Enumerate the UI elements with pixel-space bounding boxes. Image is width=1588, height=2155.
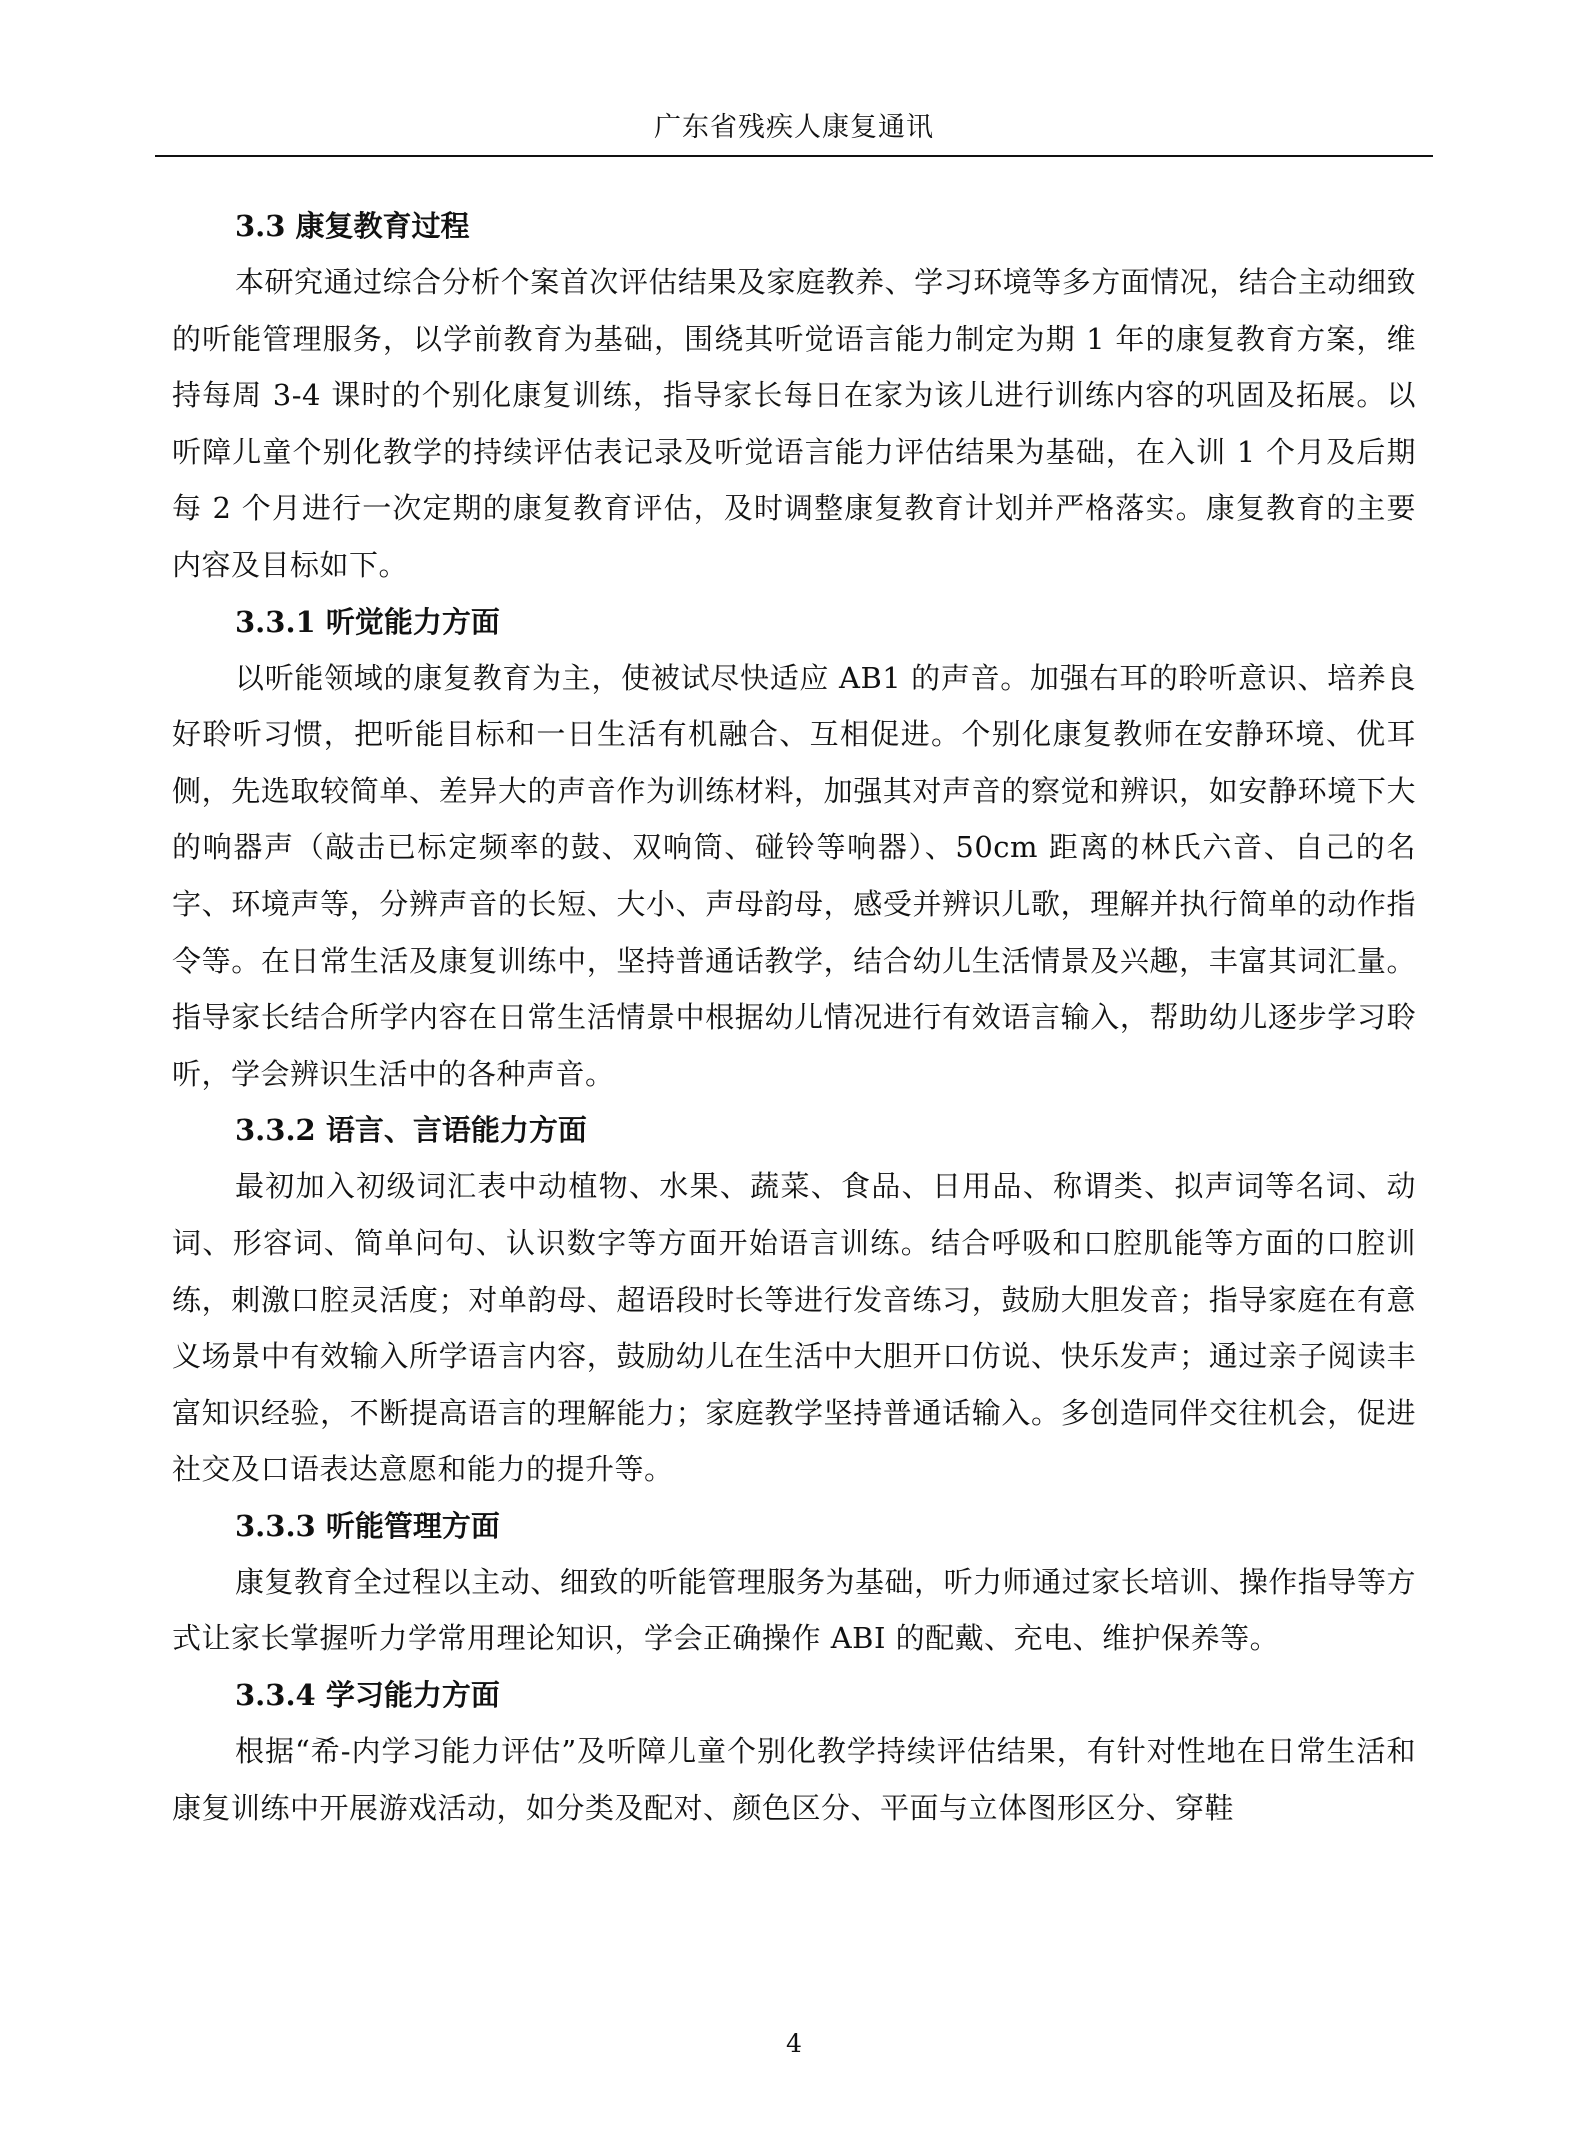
section-heading-3-3-3: 3.3.3 听能管理方面 [235,1508,500,1543]
paragraph-3-3-1: 以听能领域的康复教育为主，使被试尽快适应 AB1 的声音。加强右耳的聆听意识、培养良好聆听习惯，把听能目标和一日生活有机融合、互相促进。个别化康复教师在安静环境、优耳侧，先选取较简单、差异大的声音作为训练材料，加强其对声音的察觉和辨识，如安静环境下大的响器声（敲击已标定频率的鼓、双响筒、碰铃等响器）、50cm 距离的林氏六音、自己的名字、环境声等，分辨声音的长短、大小、声母韵母，感受并辨识儿歌，理解并执行简单的动作指令等。在日常生活及康复训练中，坚持普通话教学，结合幼儿生活情景及兴趣，丰富其词汇量。指导家长结合所学内容在日常生活情景中根据幼儿情况进行有效语言输入，帮助幼儿逐步学习聆听，学会辨识生活中的各种声音。 [172,660,1416,1091]
paragraph-3-3-4: 根据“希-内学习能力评估”及听障儿童个别化教学持续评估结果，有针对性地在日常生活和康复训练中开展游戏活动，如分类及配对、颜色区分、平面与立体图形区分、穿鞋 [172,1734,1416,1825]
section-heading-3-3-4: 3.3.4 学习能力方面 [235,1678,500,1713]
paragraph-3-3-2: 最初加入初级词汇表中动植物、水果、蔬菜、食品、日用品、称谓类、拟声词等名词、动词、形容词、简单问句、认识数字等方面开始语言训练。结合呼吸和口腔肌能等方面的口腔训练，刺激口腔灵活度；对单韵母、超语段时长等进行发音练习，鼓励大胆发音；指导家庭在有意义场景中有效输入所学语言内容，鼓励幼儿在生活中大胆开口仿说、快乐发声；通过亲子阅读丰富知识经验，不断提高语言的理解能力；家庭教学坚持普通话输入。多创造同伴交往机会，促进社交及口语表达意愿和能力的提升等。 [172,1169,1416,1487]
section-heading-3-3: 3.3 康复教育过程 [235,209,470,243]
paragraph-3-3: 本研究通过综合分析个案首次评估结果及家庭教养、学习环境等多方面情况，结合主动细致的听能管理服务，以学前教育为基础，围绕其听觉语言能力制定为期 1 年的康复教育方案，维持每周 3-4 课时的个别化康复训练，指导家长每日在家为该儿进行训练内容的巩固及拓展。以听障儿童个别化教学的持续评估表记录及听觉语言能力评估结果为基础，在入训 1 个月及后期每 2 个月进行一次定期的康复教育评估，及时调整康复教育计划并严格落实。康复教育的主要内容及目标如下。 [172,265,1416,582]
paragraph-3-3-3: 康复教育全过程以主动、细致的听能管理服务为基础，听力师通过家长培训、操作指导等方式让家长掌握听力学常用理论知识，学会正确操作 ABI 的配戴、充电、维护保养等。 [172,1564,1416,1656]
section-heading-3-3-1: 3.3.1 听觉能力方面 [235,604,500,639]
running-header: 广东省残疾人康复通讯 [654,112,934,143]
page-body [172,198,1416,1836]
section-heading-3-3-2: 3.3.2 语言、言语能力方面 [235,1113,587,1148]
page-number: 4 [786,2029,802,2058]
header-divider [155,155,1433,157]
